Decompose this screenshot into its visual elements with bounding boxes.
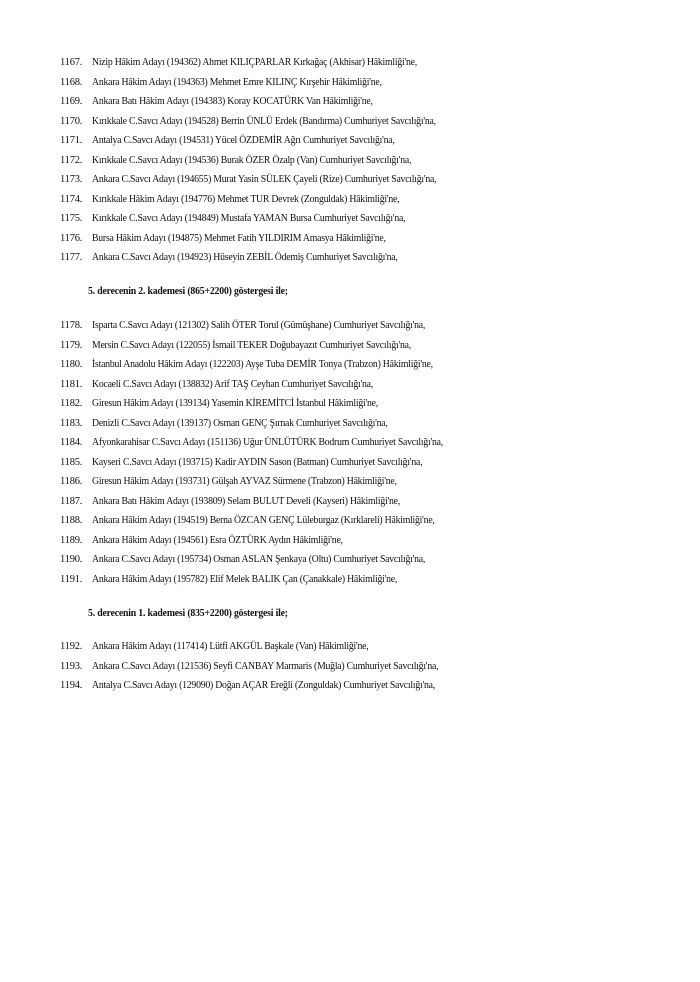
entry-number: 1182.	[60, 398, 83, 409]
entry-number: 1173.	[60, 174, 83, 185]
list-item	[0, 375, 700, 395]
appointment-list-group-3	[0, 637, 700, 696]
entry-number: 1172.	[60, 154, 83, 166]
entry-text: Ankara Batı Hâkim Adayı (193809) Selam BULUT Develi (Kayseri) Hâkimliği'ne,	[92, 495, 400, 507]
entry-text: Ankara Hâkim Adayı (117414) Lütfi AKGÜL Başkale (Van) Hâkimliği'ne,	[92, 641, 369, 652]
entry-text: Denizli C.Savcı Adayı (139137) Osman GENÇ Şırnak Cumhuriyet Savcılığı'na,	[92, 417, 388, 429]
list-item	[0, 492, 700, 512]
list-item	[0, 637, 700, 657]
appointment-list-group-2	[0, 316, 700, 589]
entry-text: Antalya C.Savcı Adayı (194531) Yücel ÖZDEMİR Ağrı Cumhuriyet Savcılığı'na,	[92, 135, 395, 146]
entry-text: Afyonkarahisar C.Savcı Adayı (151136) Uğur ÜNLÜTÜRK Bodrum Cumhuriyet Savcılığı'na,	[92, 437, 443, 448]
entry-text: Ankara C.Savcı Adayı (194923) Hüseyin ZEBİL Ödemiş Cumhuriyet Savcılığı'na,	[92, 252, 398, 263]
entry-number: 1178.	[60, 320, 83, 331]
list-item	[0, 355, 700, 375]
entry-number: 1176.	[60, 232, 83, 244]
list-item	[0, 131, 700, 151]
entry-text: Ankara Hâkim Adayı (194519) Berna ÖZCAN GENÇ Lüleburgaz (Kırklareli) Hâkimliği'ne,	[92, 515, 435, 526]
entry-number: 1174.	[60, 193, 83, 205]
entry-text: Kocaeli C.Savcı Adayı (138832) Arif TAŞ Ceyhan Cumhuriyet Savcılığı'na,	[92, 378, 374, 390]
entry-text: Giresun Hâkim Adayı (193731) Gülşah AYVAZ Sürmene (Trabzon) Hâkimliği'ne,	[92, 476, 397, 487]
section-heading-grade-5-step-1: 5. derecenin 1. kademesi (835+2200) göstergesi ile;	[88, 608, 288, 619]
entry-number: 1185.	[60, 456, 83, 468]
list-item	[0, 190, 700, 210]
entry-text: Ankara Hâkim Adayı (194363) Mehmet Emre KILINÇ Kırşehir Hâkimliği'ne,	[92, 76, 382, 88]
list-item	[0, 229, 700, 249]
list-item	[0, 151, 700, 171]
entry-text: Ankara Hâkim Adayı (194561) Esra ÖZTÜRK Aydın Hâkimliği'ne,	[92, 534, 343, 546]
entry-text: Ankara Batı Hâkim Adayı (194383) Koray KOCATÜRK Van Hâkimliği'ne,	[92, 96, 373, 107]
entry-number: 1184.	[60, 437, 83, 448]
entry-number: 1169.	[60, 96, 83, 107]
entry-text: Ankara C.Savcı Adayı (121536) Seyfi CANBAY Marmaris (Muğla) Cumhuriyet Savcılığı'na,	[92, 660, 439, 672]
list-item	[0, 531, 700, 551]
entry-number: 1188.	[60, 515, 83, 526]
entry-text: Kırıkkale C.Savcı Adayı (194849) Mustafa YAMAN Bursa Cumhuriyet Savcılığı'na,	[92, 213, 406, 224]
list-item	[0, 170, 700, 190]
entry-number: 1167.	[60, 57, 83, 68]
list-item	[0, 316, 700, 336]
entry-number: 1170.	[60, 115, 83, 127]
list-item	[0, 248, 700, 268]
entry-text: İstanbul Anadolu Hâkim Adayı (122203) Ayşe Tuba DEMİR Tonya (Trabzon) Hâkimliği'ne,	[92, 359, 433, 370]
entry-number: 1180.	[60, 359, 83, 370]
entry-text: Bursa Hâkim Adayı (194875) Mehmet Fatih YILDIRIM Amasya Hâkimliği'ne,	[92, 232, 386, 244]
entry-number: 1190.	[60, 554, 83, 565]
entry-text: Antalya C.Savcı Adayı (129090) Doğan AÇAR Ereğli (Zonguldak) Cumhuriyet Savcılığı'na,	[92, 680, 435, 691]
entry-number: 1191.	[60, 573, 83, 585]
entry-number: 1183.	[60, 417, 83, 429]
entry-text: Nizip Hâkim Adayı (194362) Ahmet KILIÇPARLAR Kırkağaç (Akhisar) Hâkimliği'ne,	[92, 57, 417, 68]
entry-number: 1189.	[60, 534, 83, 546]
entry-number: 1187.	[60, 495, 83, 507]
entry-text: Kırıkkale C.Savcı Adayı (194528) Berrin ÜNLÜ Erdek (Bandırma) Cumhuriyet Savcılığı'na,	[92, 115, 436, 127]
entry-text: Ankara C.Savcı Adayı (195734) Osman ASLAN Şenkaya (Oltu) Cumhuriyet Savcılığı'na,	[92, 554, 426, 565]
list-item	[0, 53, 700, 73]
entry-number: 1181.	[60, 378, 83, 390]
list-item	[0, 336, 700, 356]
list-item	[0, 511, 700, 531]
list-item	[0, 73, 700, 93]
entry-number: 1194.	[60, 680, 83, 691]
list-item	[0, 209, 700, 229]
entry-number: 1168.	[60, 76, 83, 88]
list-item	[0, 676, 700, 696]
list-item	[0, 570, 700, 590]
section-heading-grade-5-step-2: 5. derecenin 2. kademesi (865+2200) göstergesi ile;	[88, 286, 288, 297]
entry-number: 1179.	[60, 339, 83, 351]
entry-text: Ankara C.Savcı Adayı (194655) Murat Yasin SÜLEK Çayeli (Rize) Cumhuriyet Savcılığı'na,	[92, 174, 437, 185]
entry-text: Giresun Hâkim Adayı (139134) Yasemin KİREMİTCİ İstanbul Hâkimliği'ne,	[92, 398, 378, 409]
entry-number: 1192.	[60, 641, 83, 652]
list-item	[0, 657, 700, 677]
list-item	[0, 453, 700, 473]
list-item	[0, 112, 700, 132]
entry-number: 1171.	[60, 135, 83, 146]
list-item	[0, 92, 700, 112]
appointment-list-group-1	[0, 53, 700, 268]
entry-text: Mersin C.Savcı Adayı (122055) İsmail TEKER Doğubayazıt Cumhuriyet Savcılığı'na,	[92, 339, 411, 351]
entry-number: 1177.	[60, 252, 83, 263]
list-item	[0, 433, 700, 453]
entry-number: 1175.	[60, 213, 83, 224]
entry-text: Ankara Hâkim Adayı (195782) Elif Melek BALIK Çan (Çanakkale) Hâkimliği'ne,	[92, 573, 398, 585]
entry-number: 1186.	[60, 476, 83, 487]
list-item	[0, 394, 700, 414]
list-item	[0, 550, 700, 570]
entry-number: 1193.	[60, 660, 83, 672]
entry-text: Kayseri C.Savcı Adayı (193715) Kadir AYDIN Sason (Batman) Cumhuriyet Savcılığı'na,	[92, 456, 423, 468]
entry-text: Kırıkkale C.Savcı Adayı (194536) Burak ÖZER Özalp (Van) Cumhuriyet Savcılığı'na,	[92, 154, 412, 166]
entry-text: Kırıkkale Hâkim Adayı (194776) Mehmet TUR Devrek (Zonguldak) Hâkimliği'ne,	[92, 193, 400, 205]
list-item	[0, 472, 700, 492]
list-item	[0, 414, 700, 434]
entry-text: Isparta C.Savcı Adayı (121302) Salih ÖTER Torul (Gümüşhane) Cumhuriyet Savcılığı'na,	[92, 320, 426, 331]
